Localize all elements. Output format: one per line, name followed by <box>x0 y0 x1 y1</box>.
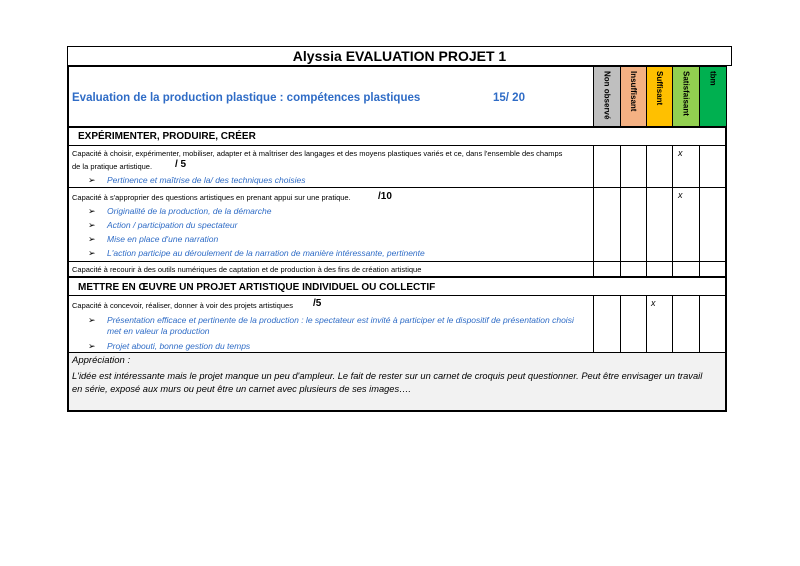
sub-criterion: L'action participe au déroulement de la narration de manière intéressante, pertinente <box>107 248 425 258</box>
column-divider <box>620 145 621 276</box>
bullet-arrow-icon: ➢ <box>88 220 96 230</box>
row-divider <box>68 145 726 146</box>
evaluation-mark: x <box>651 298 656 308</box>
column-divider <box>646 295 647 352</box>
row-divider <box>68 187 726 188</box>
column-divider <box>620 295 621 352</box>
criterion-text: Capacité à s'approprier des questions artistiques en prenant appui sur une pratique. <box>72 193 351 202</box>
column-label: tbm <box>708 71 718 86</box>
criterion-text: Capacité à concevoir, réaliser, donner à voir des projets artistiques <box>72 301 293 310</box>
column-non-observe <box>593 67 620 126</box>
bullet-arrow-icon: ➢ <box>88 341 96 351</box>
section-title: EXPÉRIMENTER, PRODUIRE, CRÉER <box>78 131 256 142</box>
column-label: Suffisant <box>655 71 664 106</box>
bullet-arrow-icon: ➢ <box>88 315 96 325</box>
evaluation-mark: x <box>678 148 683 158</box>
column-divider <box>646 145 647 276</box>
bullet-arrow-icon: ➢ <box>88 248 96 258</box>
column-divider <box>593 295 594 352</box>
appreciation-text: en série, exposé aux murs ou peut être un carnet avec plusieurs de ses images…. <box>72 384 412 394</box>
sub-criterion: Mise en place d'une narration <box>107 234 219 244</box>
column-satisfaisant <box>672 67 699 126</box>
sub-criterion: Présentation efficace et pertinente de la production : le spectateur est invité à participer et le dispositif de présentation choisi <box>107 315 574 325</box>
appreciation-text: L'idée est intéressante mais le projet manque un peu d'ampleur. Le fait de rester sur un carnet de croquis peut questionner. Peut être envisager un travail <box>72 371 703 381</box>
bullet-arrow-icon: ➢ <box>88 234 96 244</box>
column-label: Insuffisant <box>629 71 638 112</box>
row-divider <box>68 276 726 278</box>
sub-criterion: Originalité de la production, de la démarche <box>107 206 272 216</box>
criterion-text: Capacité à choisir, expérimenter, mobiliser, adapter et à maîtriser des langages et des moyens plastiques variés et ce, dans l'ensemble des champs <box>72 149 563 158</box>
column-tbm <box>699 67 726 126</box>
column-label: Satisfaisant <box>681 71 691 116</box>
header-label: Evaluation de la production plastique : compétences plastiques <box>72 92 421 104</box>
sub-criterion: met en valeur la production <box>107 326 210 336</box>
criterion-score: /10 <box>378 191 392 202</box>
column-divider <box>672 295 673 352</box>
criterion-score: /5 <box>313 298 322 309</box>
row-divider <box>68 295 726 296</box>
criterion-text: Capacité à recourir à des outils numériques de captation et de production à des fins de création artistique <box>72 265 422 274</box>
appreciation-box <box>69 353 725 410</box>
criterion-score: / 5 <box>175 159 187 170</box>
column-divider <box>699 295 700 352</box>
bullet-arrow-icon: ➢ <box>88 206 96 216</box>
row-divider <box>68 261 726 262</box>
criterion-text: de la pratique artistique. <box>72 162 153 171</box>
column-suffisant <box>646 67 672 126</box>
column-divider <box>699 145 700 276</box>
column-divider <box>593 145 594 276</box>
column-label: Non observé <box>602 71 612 120</box>
sub-criterion: Projet abouti, bonne gestion du temps <box>107 341 251 351</box>
sub-criterion: Action / participation du spectateur <box>107 220 238 230</box>
header-score: 15/ 20 <box>493 92 525 104</box>
appreciation-label: Appréciation : <box>72 355 131 366</box>
row-divider <box>68 126 726 128</box>
bullet-arrow-icon: ➢ <box>88 175 96 185</box>
sub-criterion: Pertinence et maîtrise de la/ des techniques choisies <box>107 175 306 185</box>
column-insuffisant <box>620 67 646 126</box>
evaluation-mark: x <box>678 190 683 200</box>
column-divider <box>672 145 673 276</box>
section-title: METTRE EN ŒUVRE UN PROJET ARTISTIQUE INDIVIDUEL OU COLLECTIF <box>78 282 436 293</box>
page-title: Alyssia EVALUATION PROJET 1 <box>67 46 732 66</box>
